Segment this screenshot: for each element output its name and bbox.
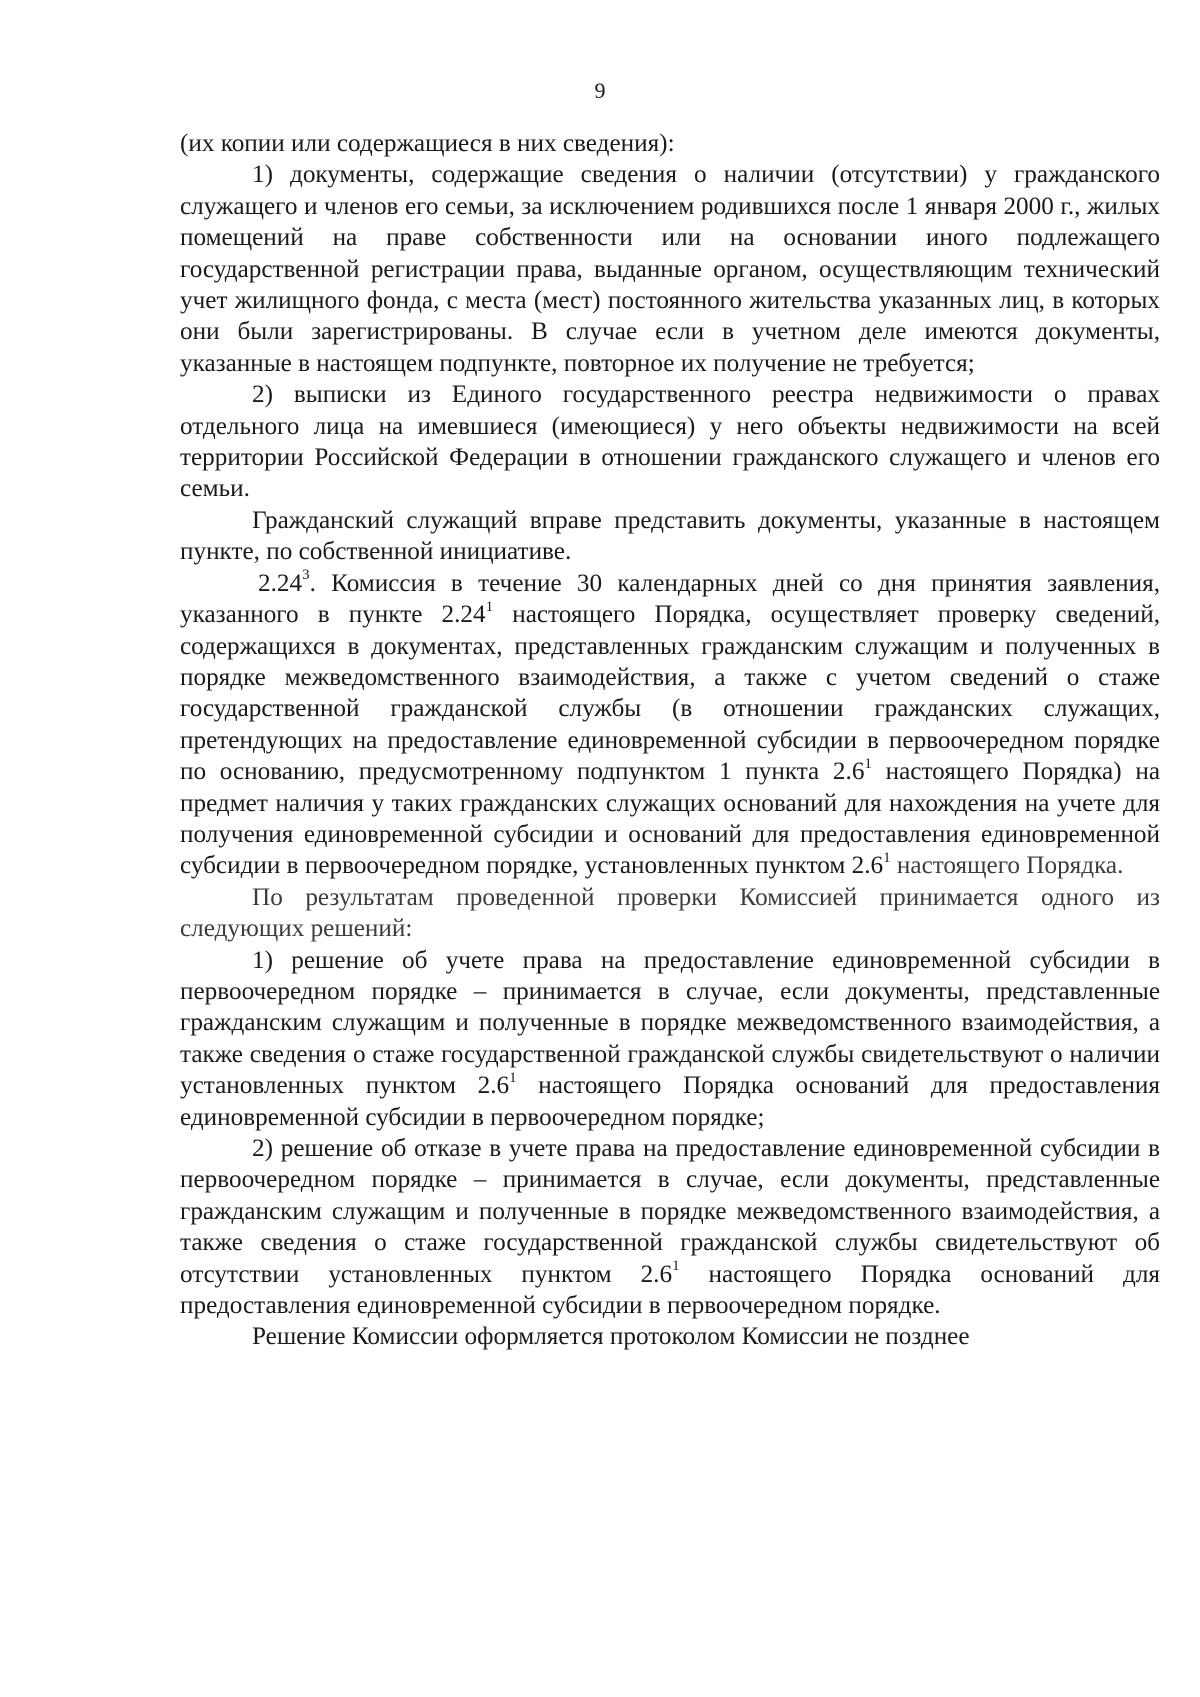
superscript: 1	[883, 849, 891, 866]
page-number: 9	[594, 78, 606, 103]
paragraph-decision-2	[180, 1133, 1160, 1321]
decision-text: 1) решение об учете права на предоставление единовременной субсидии в первоочередном порядке – принимается в случае, если документы, представленные гражданским служащим и полученные в порядке межведомственного взаимодействия, а также сведения о стаже государственной гражданской службы свидетельствуют о наличии установленных пунктом 2.6	[180, 946, 1160, 1100]
clause-text: . Комиссия в течение 30 календарных дней со дня принятия заявления, указанного в пункте 2.24	[180, 569, 1160, 629]
superscript: 1	[672, 1258, 680, 1275]
paragraph-own-initiative: Гражданский служащий вправе представить документы, указанные в настоящем пункте, по собственной инициативе.	[180, 506, 1160, 566]
paragraph-decision-1	[180, 945, 1160, 1133]
decision-text: настоящего Порядка оснований для предоставления единовременной субсидии в первоочередном порядке;	[180, 1072, 1160, 1131]
superscript: 1	[509, 1069, 517, 1086]
paragraph-item-1-documents: 1) документы, содержащие сведения о наличии (отсутствии) у гражданского служащего и членов его семьи, за исключением родившихся после 1 января 2000 г., жилых помещений на праве собственности или на основании иного подлежащего государственной регистрации права, выданные органом, осуществляющим технический учет жилищного фонда, с места (мест) постоянного жительства указанных лиц, в которых они были зарегистрированы. В случае если в учетном деле имеются документы, указанные в настоящем подпункте, повторное их получение не требуется;	[180, 161, 1160, 377]
paragraph-intro: (их копии или содержащиеся в них сведения):	[180, 130, 675, 157]
document-body	[180, 128, 1160, 1353]
paragraph-results-intro: По результатам проведенной проверки Комиссией принимается одного из следующих решений:	[180, 883, 1160, 943]
clause-text: настоящего Порядка, осуществляет проверку сведений, содержащихся в документах, представленных гражданским служащим и полученных в порядке межведомственного взаимодействия, а также с учетом сведений о стаже государственной гражданской службы (в отношении гражданских служащих, претендующих на предоставление единовременной субсидии в первоочередном порядке по основанию, предусмотренному подпунктом 1 пункта 2.6	[180, 601, 1160, 786]
superscript: 1	[864, 755, 872, 772]
clause-text: настоящего Порядка.	[890, 852, 1124, 880]
superscript: 3	[302, 567, 310, 584]
paragraph-clause-2-24-3	[180, 568, 1160, 882]
decision-text: 2) решение об отказе в учете права на предоставление единовременной субсидии в первоочередном порядке – принимается в случае, если документы, представленные гражданским служащим и полученные в порядке межведомственного взаимодействия, а также сведения о стаже государственной гражданской службы свидетельствуют об отсутствии установленных пунктом 2.6	[180, 1135, 1160, 1288]
paragraph-item-2-extracts: 2) выписки из Единого государственного реестра недвижимости о правах отдельного лица на имевшиеся (имеющиеся) у него объекты недвижимости на всей территории Российской Федерации в отношении гражданского служащего и членов его семьи.	[180, 381, 1160, 503]
decision-text: настоящего Порядка оснований для предоставления единовременной субсидии в первоочередном порядке.	[180, 1260, 1160, 1320]
clause-text: настоящего Порядка) на предмет наличия у таких гражданских служащих оснований для нахождения на учете для получения единовременной субсидии и оснований для предоставления единовременной субсидии в первоочередном порядке, установленных пунктом 2.6	[180, 758, 1160, 880]
clause-text: 2.24	[258, 569, 303, 597]
superscript: 1	[485, 598, 494, 615]
paragraph-protocol: Решение Комиссии оформляется протоколом Комиссии не позднее	[252, 1323, 970, 1351]
